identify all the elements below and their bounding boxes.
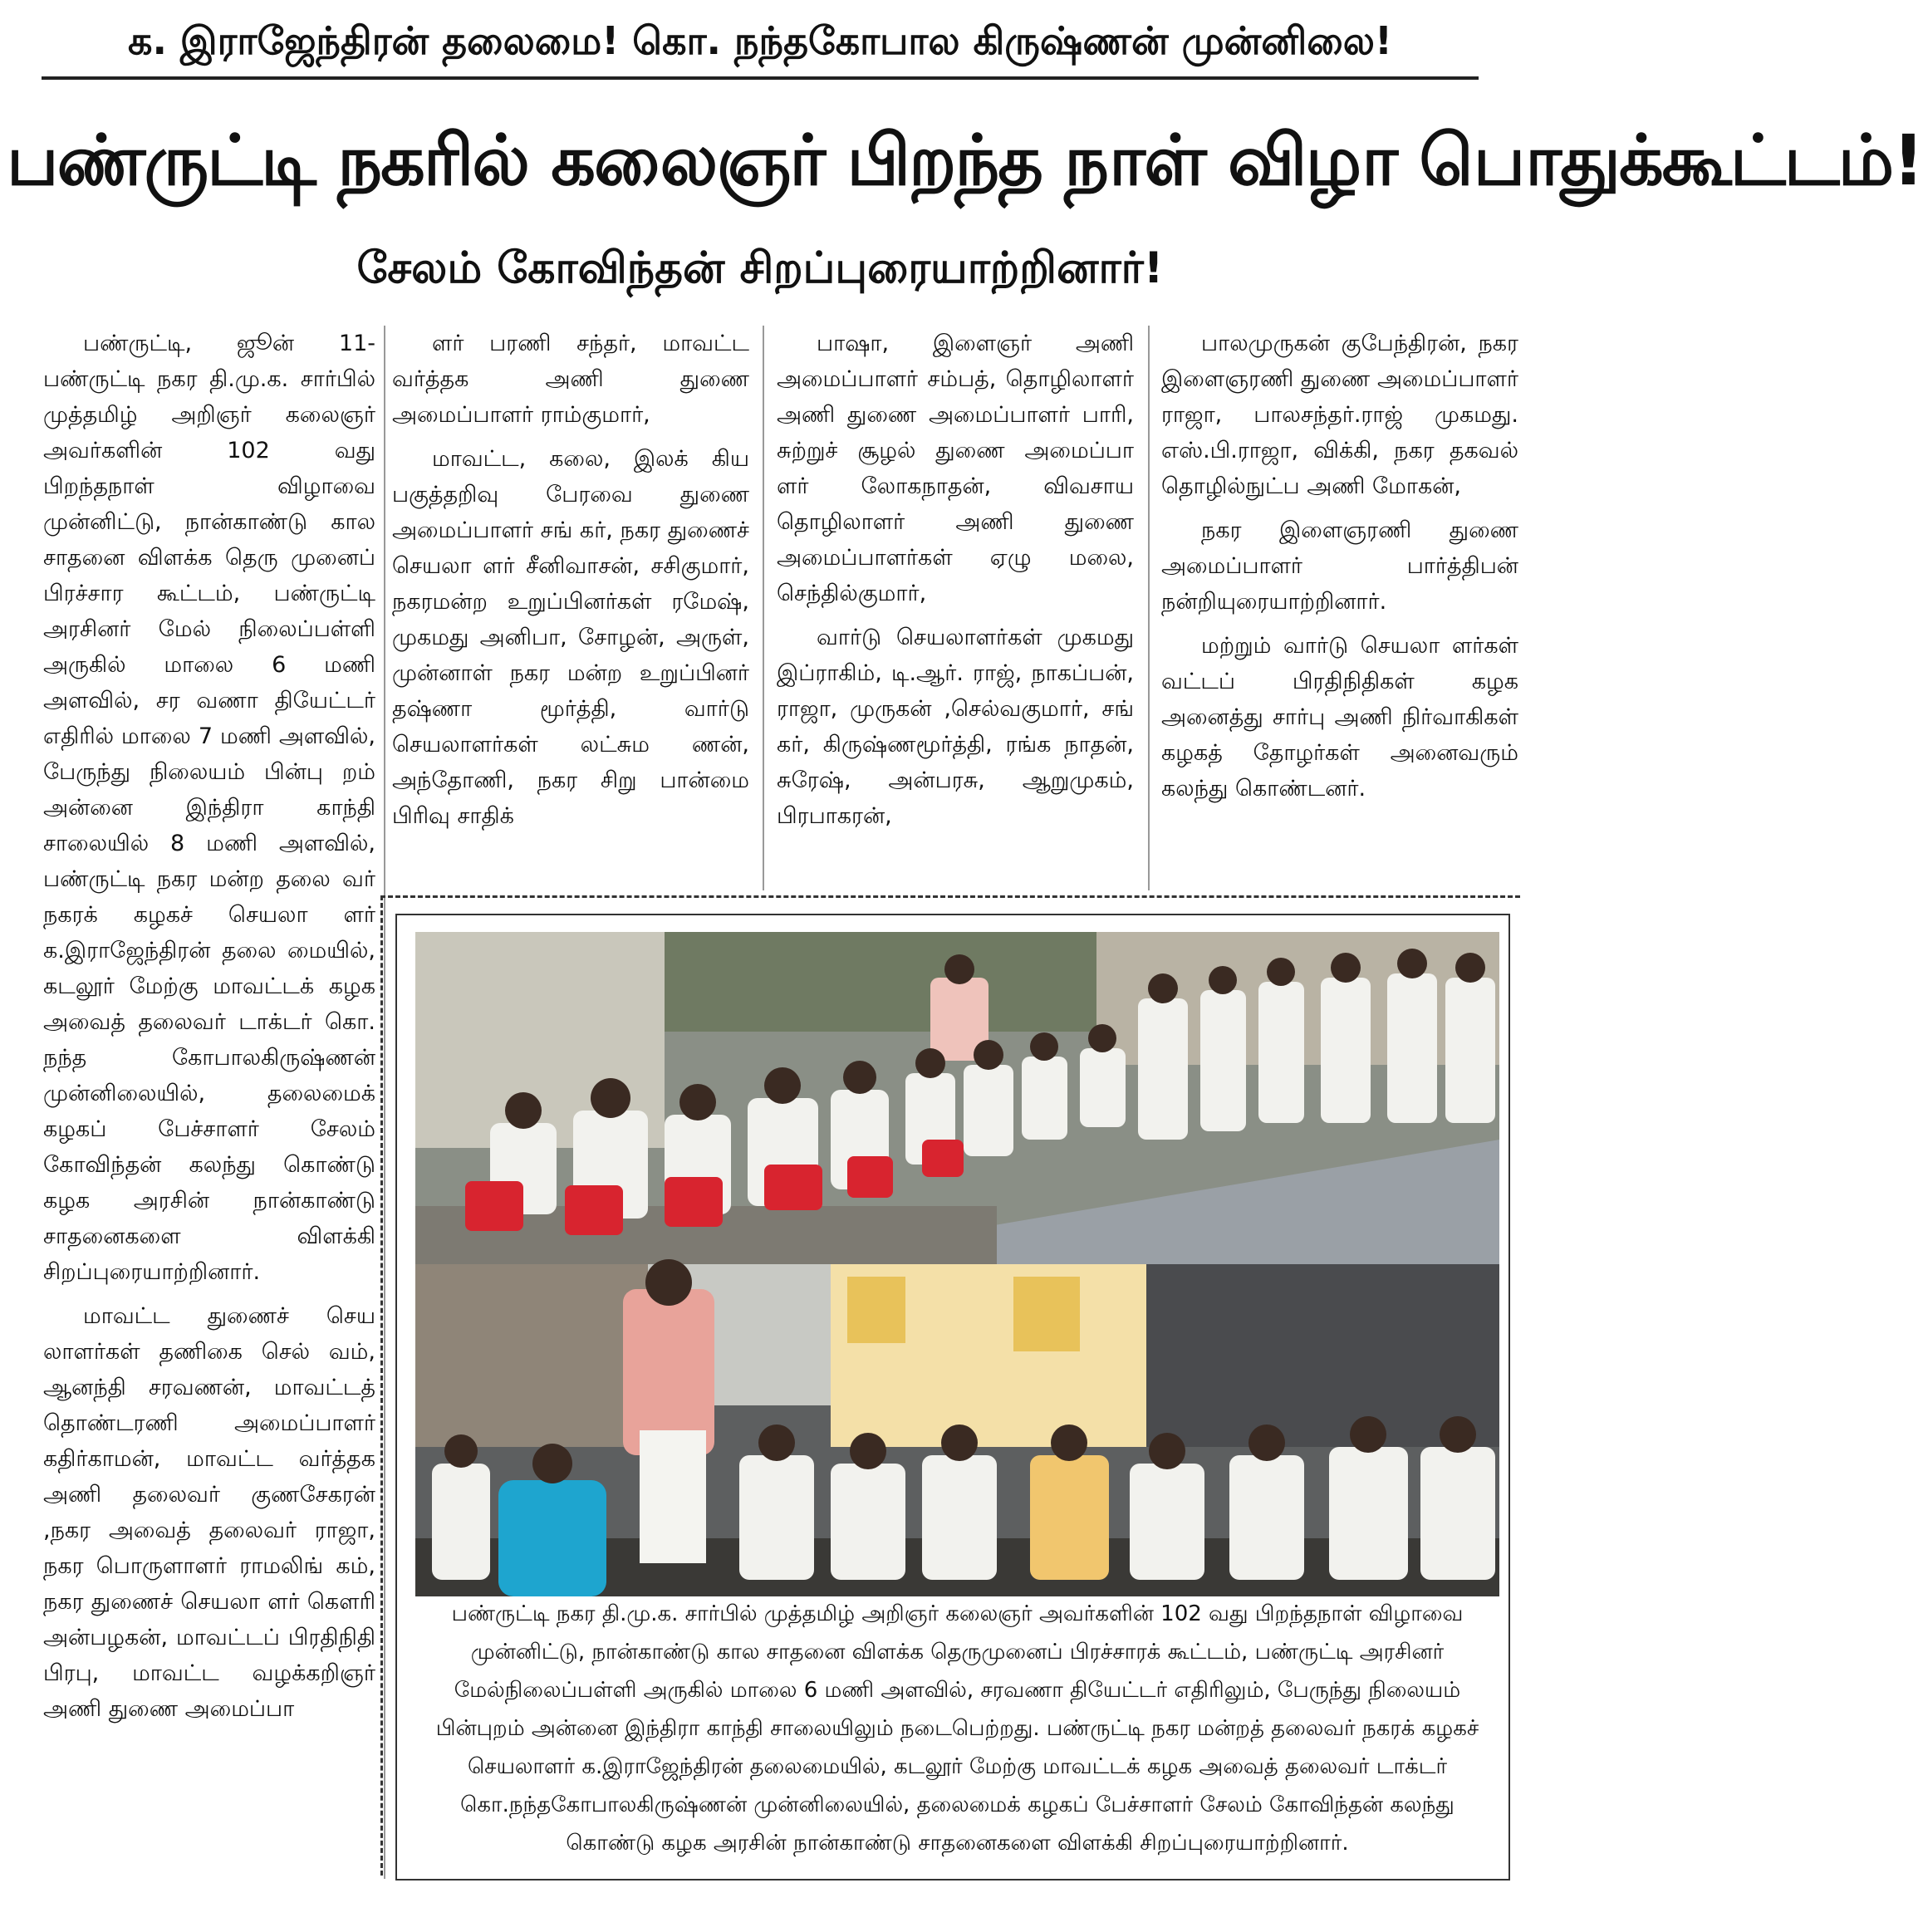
photo-caption: பண்ருட்டி நகர தி.மு.க. சார்பில் முத்தமிழ் அறிஞர் கலைஞர் அவர்களின் 102 வது பிறந்தநாள் விழாவை முன்னிட்டு, நான்காண்டு கால சாதனை விளக்க தெருமுனைப் பிரச்சாரக் கூட்டம், பண்ருட்டி அரசினர் மேல்நிலைப்பள்ளி அருகில் மாலை 6 மணி அளவில், சரவணா தியேட்டர் எதிரிலும், பேருந்து நிலையம் பின்புறம் அன்னை இந்திரா காந்தி சாலையிலும் நடைபெற்றது. பண்ருட்டி நகர மன்றத் தலைவர் நகரக் கழகச் செயலாளர் க.இராஜேந்திரன் தலைமையில், கடலூர் மேற்கு மாவட்டக் கழக அவைத் தலைவர் டாக்டர் கொ.நந்தகோபாலகிருஷ்ணன் முன்னிலையில், தலைமைக் கழகப் பேச்சாளர் சேலம் கோவிந்தன் கலந்து கொண்டு கழக அரசின் நான்காண்டு சாதனைகளை விளக்கி சிறப்புரையாற்றினார். (435, 1601, 1479, 1856)
paragraph: பண்ருட்டி, ஜூன் 11- பண்ருட்டி நகர தி.மு.க. சார்பில் முத்தமிழ் அறிஞர் கலைஞர் அவர்களின் 102 வது பிறந்தநாள் விழாவை முன்னிட்டு, நான்காண்டு கால சாதனை விளக்க தெரு முனைப் பிரச்சார கூட்டம், பண்ருட்டி அரசினர் மேல் நிலைப்பள்ளி அருகில் மாலை 6 மணி அளவில், சர வணா தியேட்டர் எதிரில் மாலை 7 மணி அளவில், பேருந்து நிலையம் பின்பு றம் அன்னை இந்திரா காந்தி சாலையில் 8 மணி அளவில், பண்ருட்டி நகர மன்ற தலை வர் நகரக் கழகச் செயலா ளர் க.இராஜேந்திரன் தலை மையில், கடலூர் மேற்கு மாவட்டக் கழக அவைத் தலைவர் டாக்டர் கொ. நந்த கோபாலகிருஷ்ணன் முன்னிலையில், தலைமைக் கழகப் பேச்சாளர் சேலம் கோவிந்தன் கலந்து கொண்டு கழக அரசின் நான்காண்டு சாதனைகளை விளக்கி சிறப்புரையாற்றினார். (43, 331, 375, 1285)
kicker-rule (42, 76, 1479, 80)
article-column-1 (43, 326, 375, 1872)
article-column-2 (392, 326, 749, 892)
event-photo-seated-gathering (415, 932, 1499, 1264)
paragraph: மாவட்ட, கலை, இலக் கிய பகுத்தறிவு பேரவை துணை அமைப்பாளர் சங் கர், நகர துணைச் செயலா ளர் சீனிவாசன், சசிகுமார், நகரமன்ற உறுப்பினர்கள் ரமேஷ், முகமது அனிபா, சோழன், அருள், முன்னாள் நகர மன்ற உறுப்பினர் தஷ்ணா மூர்த்தி, வார்டு செயலாளர்கள் லட்சும ணன், அந்தோணி, நகர சிறு பான்மை பிரிவு சாதிக் (392, 446, 749, 829)
photo-box-border-top (380, 895, 1520, 898)
column-divider (1148, 326, 1150, 890)
subheadline: சேலம் கோவிந்தன் சிறப்புரையாற்றினார்! (356, 243, 1164, 293)
article-column-4 (1161, 326, 1518, 892)
paragraph: ளர் பரணி சந்தர், மாவட்ட வர்த்தக அணி துணை அமைப்பாளர் ராம்குமார், (392, 331, 749, 428)
photo-box-border-left (380, 895, 383, 1876)
paragraph: வார்டு செயலாளர்கள் முகமது இப்ராகிம், டி.ஆர். ராஜ், நாகப்பன், ராஜா, முருகன் ,செல்வகுமார், சங் கர், கிருஷ்ணமூர்த்தி, ரங்க நாதன், சுரேஷ், அன்பரசு, ஆறுமுகம், பிரபாகரன், (777, 625, 1134, 829)
paragraph: பாஷா, இளைஞர் அணி அமைப்பாளர் சம்பத், தொழிலாளர் அணி துணை அமைப்பாளர் பாரி, சுற்றுச் சூழல் துணை அமைப்பா ளர் லோகநாதன், விவசாய தொழிலாளர் அணி துணை அமைப்பாளர்கள் ஏழு மலை, செந்தில்குமார், (777, 331, 1134, 606)
column-divider (763, 326, 764, 890)
kicker-line: க. இராஜேந்திரன் தலைமை! கொ. நந்தகோபால கிருஷ்ணன் முன்னிலை! (128, 18, 1392, 63)
article-column-3 (777, 326, 1134, 892)
paragraph: பாலமுருகன் குபேந்திரன், நகர இளைஞரணி துணை அமைப்பாளர் ராஜா, பாலசந்தர்.ராஜ் முகமது. எஸ்.பி.ராஜா, விக்கி, நகர தகவல் தொழில்நுட்ப அணி மோகன், (1161, 331, 1518, 499)
paragraph: மற்றும் வார்டு செயலா ளர்கள் வட்டப் பிரதிநிதிகள் கழக அனைத்து சார்பு அணி நிர்வாகிகள் கழகத் தோழர்கள் அனைவரும் கலந்து கொண்டனர். (1161, 633, 1518, 802)
paragraph: நகர இளைஞரணி துணை அமைப்பாளர் பார்த்திபன் நன்றியுரையாற்றினார். (1161, 517, 1518, 615)
column-divider (384, 326, 385, 1879)
headline: பண்ருட்டி நகரில் கலைஞர் பிறந்த நாள் விழா பொதுக்கூட்டம்! (7, 120, 1923, 201)
paragraph: மாவட்ட துணைச் செய லாளர்கள் தணிகை செல் வம், ஆனந்தி சரவணன், மாவட்டத் தொண்டரணி அமைப்பாளர் கதிர்காமன், மாவட்ட வர்த்தக அணி தலைவர் குணசேகரன் ,நகர அவைத் தலைவர் ராஜா, நகர பொருளாளர் ராமலிங் கம், நகர துணைச் செயலா ளர் கௌரி அன்பழகன், மாவட்டப் பிரதிநிதி பிரபு, மாவட்ட வழக்கறிஞர் அணி துணை அமைப்பா (43, 1303, 375, 1722)
